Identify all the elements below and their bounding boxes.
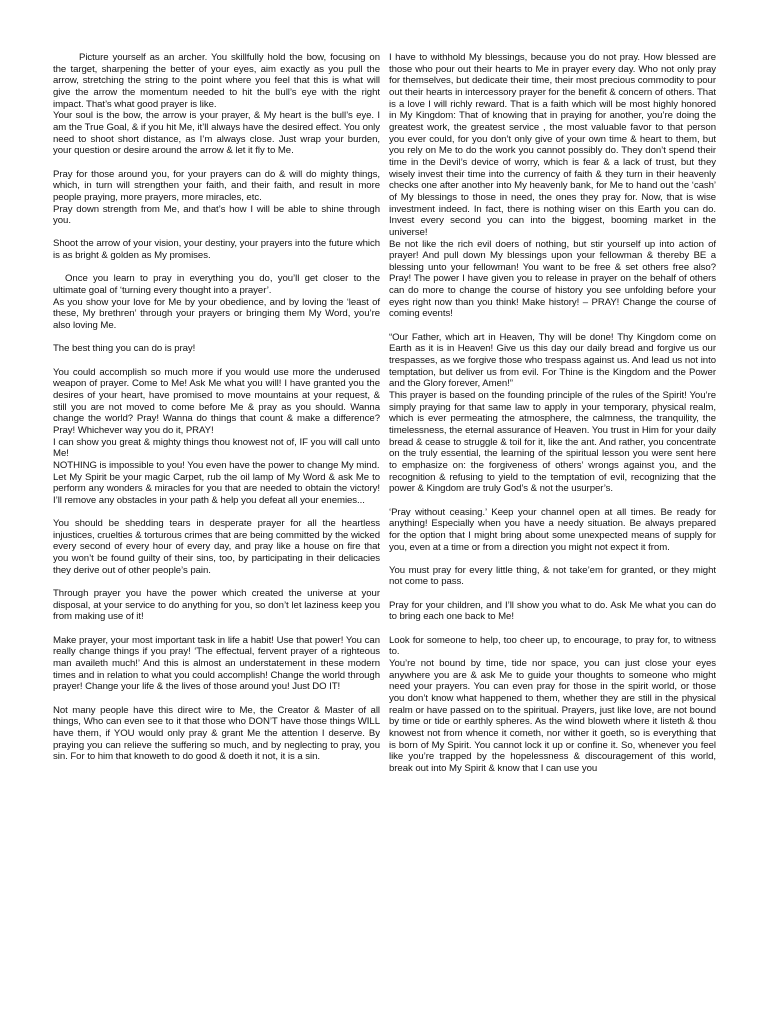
paragraph-archer: Picture yourself as an archer. You skillfully hold the bow, focusing on the target, sharpening the better of your eyes, aim exactly as you pull the arrow, stretching the string to the point where you feel that this is what will give the arrow the momentum needed to hit the bull’s eye with the right impact. That’s what good prayer is like.: [53, 52, 380, 110]
paragraph-not-bound-by-time: You’re not bound by time, tide nor space, you can just close your eyes anywhere you are & ask Me to guide your thoughts to someone who might need your prayers. You can even pray for those in the spirit world, or those you don’t know what happened to them, whether they are still in the physical realm or have passed on to the spiritual. Prayers, just like love, are not bound by time or tide or earthly spheres. As the wind bloweth where it listeth & thou knowest not from whence it cometh, nor wither it goeth, so is everything that is born of My Spirit. You cannot lock it up or confine it. So, whenever you feel like you’re trapped by the hopelessness & discouragement of this world, break out into My Spirit & know that I can use you: [389, 658, 716, 774]
paragraph-great-mighty: I can show you great & mighty things thou knowest not of, IF you will call unto Me!: [53, 436, 380, 460]
paragraph-learn-to-pray: Once you learn to pray in everything you do, you’ll get closer to the ultimate goal of ‘turning every thought into a prayer’.: [53, 273, 380, 297]
paragraph-pray-for-children: Pray for your children, and I’ll show you what to do. Ask Me what you can do to bring each one back to Me!: [389, 599, 716, 623]
paragraph-show-love: As you show your love for Me by your obedience, and by loving the ‘least of these, My brethren’ through your prayers or bringing them My Word, you’re also loving Me.: [53, 296, 380, 332]
paragraph-rich-evil-doers: Be not like the rich evil doers of nothing, but stir yourself up into action of prayer! And pull down My blessings upon your fellowman & thereby BE a blessing unto your fellowman! You want to be free & set others free also? Pray! The power I have given you to release in prayer on the behalf of others can do more to change the course of history you see unfolding before your eyes right now than you think! Make history! – PRAY! Change the course of coming events!: [389, 238, 716, 320]
paragraph-our-father: “Our Father, which art in Heaven, Thy will be done! Thy Kingdom come on Earth as it is in Heaven! Give us this day our daily bread and forgive us our trespasses, as we forgive those who trespass against us. And lead us not into temptation, but deliver us from evil. For Thine is the Kingdom and the Power and the Glory forever, Amen!”: [389, 331, 716, 390]
paragraph-soul-bow: Your soul is the bow, the arrow is your prayer, & My heart is the bull’s eye. I am the True Goal, & if you hit Me, it’ll always have the desired effect. You only need to shoot short distance, as I’m always close. Just wrap your burden, your question or desire around the arrow & let it fly to Me.: [53, 110, 380, 157]
paragraph-founding-principle: This prayer is based on the founding principle of the rules of the Spirit! You’re simply praying for that same law to apply in your temporary, physical realm, which is ever permeating the atmosphere, the calmness, the tranquility, the timelessness, the eternal assurance of Heaven. You trust in Him for your daily bread & cease to struggle & toil for it, like the ant. And rather, you concentrate on the truly essential, the learning of the spiritual lesson you were sent here to emphasize on: the forgiveness of others’ wrongs against you, and the recognition & refusing to yield to the temptation of evil, recognizing that the power & Kingdom are truly God’s & not the usurper’s.: [389, 390, 716, 495]
paragraph-every-little-thing: You must pray for every little thing, & not take’em for granted, or they might not come to pass.: [389, 564, 716, 588]
paragraph-withhold-blessings: I have to withhold My blessings, because you do not pray. How blessed are those who pour out their hearts to Me in prayer every day. Who not only pray for themselves, but dedicate their time, their most precious commodity to pour out their hearts in intercessory prayer for the benefit & concern of others. That is a love I will richly reward. That is a faith which will be most highly honored in My Kingdom: That of knowing that in praying for another, you’re doing the greatest work, the greatest service , the most valuable favor to that person you ever could, for you don’t only give of your own time & heart to them, but you rely on Me to do the work you cannot possibly do. They don’t spend their time in the Devil’s device of worry, which is fear & a lack of trust, but they wisely invest their time into the currency of faith & they turn in their heavenly checks one after another into My heavenly bank, for Me to hand out the ‘cash’ of My blessings to those in need, the ones they pray for. Now, that is wise investment indeed. In fact, there is nothing wiser on this Earth you can do. Invest every second you can into the biggest, booming market in the universe!: [389, 52, 716, 238]
left-column: [53, 52, 380, 763]
paragraph-direct-wire: Not many people have this direct wire to Me, the Creator & Master of all things, Who can even see to it that those who DON’T have those things WILL have them, if YOU would only pray & grant Me the attention I deserve. By praying you can relieve the suffering so much, and by neglecting to pray, you sin. For to him that knoweth to do good & doeth it not, it is a sin.: [53, 704, 380, 763]
paragraph-magic-carpet: Let My Spirit be your magic Carpet, rub the oil lamp of My Word & ask Me to perform any wonders & miracles for you that are needed to obtain the victory! I’ll remove any obstacles in your path & help you defeat all your enemies...: [53, 471, 380, 506]
paragraph-best-thing: The best thing you can do is pray!: [53, 343, 196, 355]
paragraph-look-for-someone: Look for someone to help, too cheer up, to encourage, to pray for, to witness to.: [389, 634, 716, 658]
paragraph-power-universe: Through prayer you have the power which created the universe at your disposal, at your service to do anything for you, so don’t let laziness keep you from making use of it!: [53, 588, 380, 623]
paragraph-pray-without-ceasing: ‘Pray without ceasing.’ Keep your channel open at all times. Be ready for anything! Especially when you have a needy situation. Be always prepared for the option that I might bring about some unexpected means of supply for you, even at a time or from a direction you might not expect it from.: [389, 506, 716, 553]
paragraph-accomplish-more: You could accomplish so much more if you would use more the underused weapon of prayer. Come to Me! Ask Me what you will! I have granted you the desires of your heart, have promised to move mountains at your request, & still you are not moved to come before Me & pray as you should. Wanna change the world? Pray! Wanna do things that count & make a difference? Pray! Whichever way you do it, PRAY!: [53, 366, 380, 436]
paragraph-pray-down-strength: Pray down strength from Me, and that’s how I will be able to shine through you.: [53, 203, 380, 227]
paragraph-nothing-impossible: NOTHING is impossible to you! You even have the power to change My mind.: [53, 459, 380, 471]
right-column: [389, 52, 716, 775]
paragraph-shedding-tears: You should be shedding tears in desperate prayer for all the heartless injustices, cruelties & torturous crimes that are being committed by the wicked every second of every hour of every day, and pray like a house on fire that you won’t be found guilty of their sins, too, by participating in their delicacies they derive out of other people’s pain.: [53, 518, 380, 576]
paragraph-prayer-habit: Make prayer, your most important task in life a habit! Use that power! You can really change things if you pray! ‘The effectual, fervent prayer of a righteous man availeth much!’ And this is almost an understatement in these modern times and in relation to what you could accomplish! Change the world through prayer! Change your life & the lives of those around you! Just DO IT!: [53, 634, 380, 693]
paragraph-shoot-arrow: Shoot the arrow of your vision, your destiny, your prayers into the future which is as bright & golden as My promises.: [53, 238, 380, 262]
paragraph-pray-for-others: Pray for those around you, for your prayers can do & will do mighty things, which, in turn will strengthen your faith, and their faith, and result in more people praying, more prayers, more miracles, etc.: [53, 168, 380, 203]
